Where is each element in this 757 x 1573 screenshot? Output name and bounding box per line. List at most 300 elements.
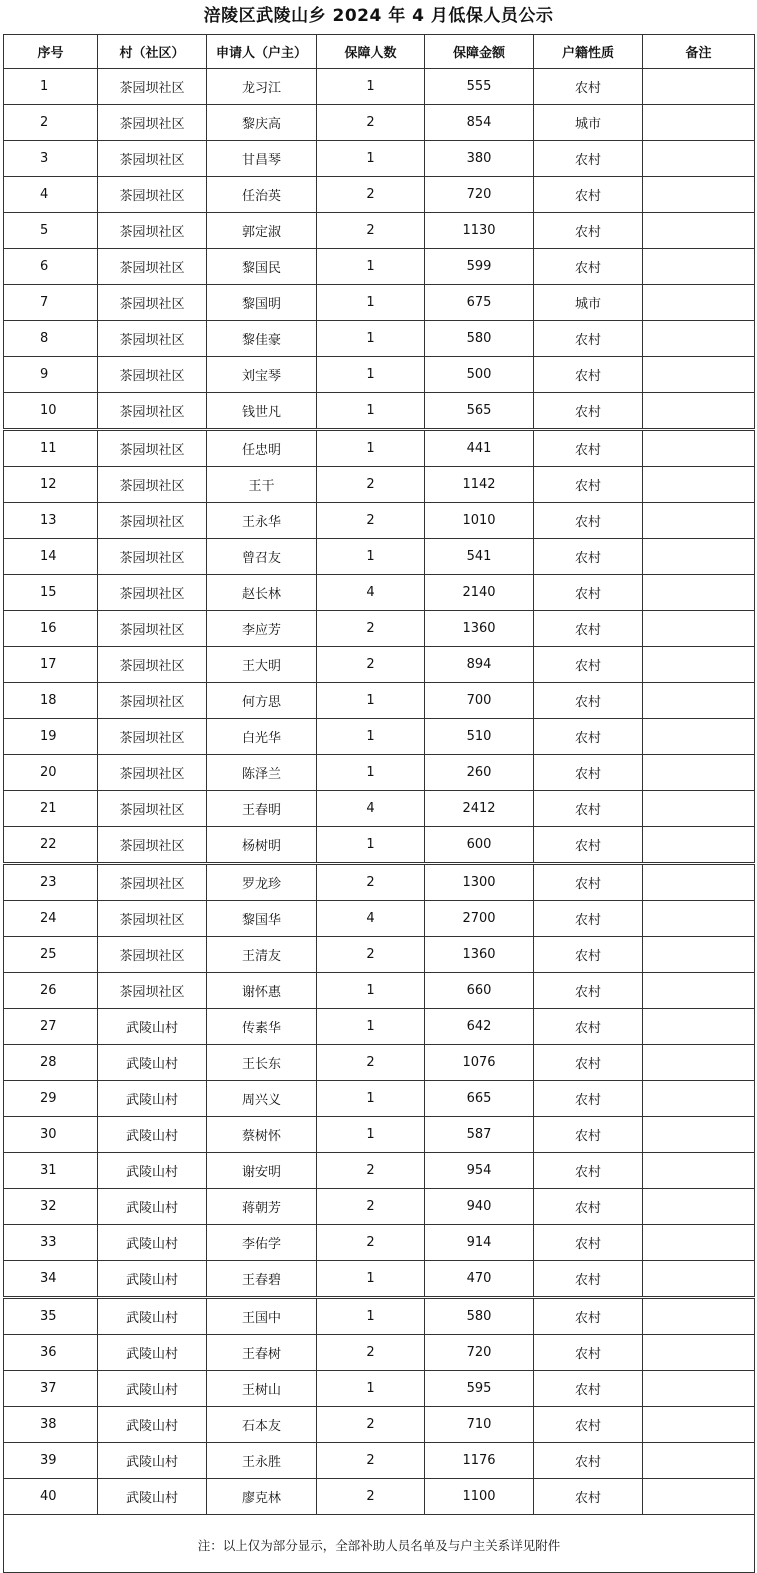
cell-no: 10: [4, 393, 98, 430]
cell-village: 茶园坝社区: [98, 503, 207, 539]
table-row: [4, 285, 755, 321]
cell-remark: [643, 575, 755, 611]
cell-applicant: 廖克林: [207, 1479, 317, 1515]
table-row: [4, 249, 755, 285]
cell-amount: 894: [425, 647, 534, 683]
cell-remark: [643, 357, 755, 393]
cell-no: 12: [4, 467, 98, 503]
cell-amount: 2700: [425, 901, 534, 937]
cell-amount: 940: [425, 1189, 534, 1225]
cell-amount: 2412: [425, 791, 534, 827]
cell-amount: 665: [425, 1081, 534, 1117]
cell-no: 36: [4, 1335, 98, 1371]
cell-persons: 2: [317, 1189, 425, 1225]
cell-applicant: 甘昌琴: [207, 141, 317, 177]
cell-village: 武陵山村: [98, 1371, 207, 1407]
cell-applicant: 周兴义: [207, 1081, 317, 1117]
cell-applicant: 王树山: [207, 1371, 317, 1407]
cell-village: 茶园坝社区: [98, 755, 207, 791]
cell-village: 茶园坝社区: [98, 177, 207, 213]
cell-village: 茶园坝社区: [98, 719, 207, 755]
cell-persons: 2: [317, 1045, 425, 1081]
cell-amount: 710: [425, 1407, 534, 1443]
cell-applicant: 黎佳豪: [207, 321, 317, 357]
cell-applicant: 王长东: [207, 1045, 317, 1081]
cell-applicant: 陈泽兰: [207, 755, 317, 791]
table-row: [4, 69, 755, 105]
cell-applicant: 李佑学: [207, 1225, 317, 1261]
cell-persons: 2: [317, 467, 425, 503]
cell-village: 武陵山村: [98, 1081, 207, 1117]
table-row: [4, 1407, 755, 1443]
cell-applicant: 王永胜: [207, 1443, 317, 1479]
cell-no: 27: [4, 1009, 98, 1045]
cell-remark: [643, 683, 755, 719]
header-row: [4, 35, 755, 69]
cell-amount: 1010: [425, 503, 534, 539]
cell-household: 农村: [534, 1225, 643, 1261]
cell-amount: 954: [425, 1153, 534, 1189]
cell-no: 1: [4, 69, 98, 105]
page-title: 涪陵区武陵山乡 2024 年 4 月低保人员公示: [203, 6, 554, 26]
cell-applicant: 刘宝琴: [207, 357, 317, 393]
cell-village: 茶园坝社区: [98, 864, 207, 901]
table-row: [4, 1189, 755, 1225]
cell-village: 武陵山村: [98, 1335, 207, 1371]
cell-household: 农村: [534, 973, 643, 1009]
cell-persons: 2: [317, 1443, 425, 1479]
cell-applicant: 石本友: [207, 1407, 317, 1443]
cell-no: 9: [4, 357, 98, 393]
cell-applicant: 蒋朝芳: [207, 1189, 317, 1225]
cell-amount: 720: [425, 1335, 534, 1371]
header-amount: 保障金额: [425, 35, 534, 69]
cell-remark: [643, 141, 755, 177]
cell-household: 农村: [534, 647, 643, 683]
header-remark: 备注: [643, 35, 755, 69]
cell-persons: 1: [317, 1081, 425, 1117]
footnote: 注：以上仅为部分显示，全部补助人员名单及与户主关系详见附件: [4, 1515, 755, 1573]
cell-applicant: 王干: [207, 467, 317, 503]
cell-remark: [643, 285, 755, 321]
cell-applicant: 何方思: [207, 683, 317, 719]
cell-no: 2: [4, 105, 98, 141]
cell-no: 34: [4, 1261, 98, 1298]
cell-persons: 2: [317, 1407, 425, 1443]
cell-applicant: 王春明: [207, 791, 317, 827]
cell-remark: [643, 937, 755, 973]
cell-applicant: 王国中: [207, 1298, 317, 1335]
cell-village: 茶园坝社区: [98, 539, 207, 575]
cell-household: 农村: [534, 1117, 643, 1153]
cell-persons: 1: [317, 321, 425, 357]
cell-amount: 510: [425, 719, 534, 755]
cell-village: 茶园坝社区: [98, 213, 207, 249]
cell-remark: [643, 503, 755, 539]
cell-persons: 1: [317, 1117, 425, 1153]
cell-applicant: 传素华: [207, 1009, 317, 1045]
cell-no: 22: [4, 827, 98, 864]
cell-no: 23: [4, 864, 98, 901]
cell-amount: 854: [425, 105, 534, 141]
cell-persons: 1: [317, 1298, 425, 1335]
cell-applicant: 任忠明: [207, 430, 317, 467]
cell-village: 茶园坝社区: [98, 430, 207, 467]
cell-amount: 595: [425, 1371, 534, 1407]
cell-remark: [643, 1443, 755, 1479]
cell-no: 33: [4, 1225, 98, 1261]
cell-amount: 1100: [425, 1479, 534, 1515]
cell-amount: 600: [425, 827, 534, 864]
cell-village: 武陵山村: [98, 1298, 207, 1335]
cell-village: 武陵山村: [98, 1225, 207, 1261]
cell-applicant: 王永华: [207, 503, 317, 539]
cell-remark: [643, 249, 755, 285]
cell-no: 40: [4, 1479, 98, 1515]
cell-amount: 1360: [425, 937, 534, 973]
header-no: 序号: [4, 35, 98, 69]
cell-applicant: 黎国明: [207, 285, 317, 321]
table-row: [4, 177, 755, 213]
cell-village: 茶园坝社区: [98, 69, 207, 105]
cell-no: 38: [4, 1407, 98, 1443]
cell-persons: 2: [317, 1225, 425, 1261]
cell-persons: 1: [317, 285, 425, 321]
cell-applicant: 黎国民: [207, 249, 317, 285]
cell-no: 37: [4, 1371, 98, 1407]
cell-household: 农村: [534, 1009, 643, 1045]
cell-remark: [643, 973, 755, 1009]
cell-village: 武陵山村: [98, 1153, 207, 1189]
cell-amount: 500: [425, 357, 534, 393]
cell-no: 13: [4, 503, 98, 539]
cell-remark: [643, 719, 755, 755]
cell-applicant: 黎庆高: [207, 105, 317, 141]
cell-applicant: 王大明: [207, 647, 317, 683]
cell-no: 11: [4, 430, 98, 467]
cell-household: 农村: [534, 467, 643, 503]
cell-village: 武陵山村: [98, 1009, 207, 1045]
cell-household: 农村: [534, 719, 643, 755]
cell-no: 25: [4, 937, 98, 973]
table-row: [4, 647, 755, 683]
cell-applicant: 谢安明: [207, 1153, 317, 1189]
table-row: [4, 141, 755, 177]
cell-amount: 599: [425, 249, 534, 285]
table-row: [4, 1261, 755, 1298]
cell-amount: 642: [425, 1009, 534, 1045]
table-row: [4, 1371, 755, 1407]
table-row: [4, 683, 755, 719]
cell-remark: [643, 864, 755, 901]
table-row: [4, 1298, 755, 1335]
cell-applicant: 龙习江: [207, 69, 317, 105]
cell-no: 14: [4, 539, 98, 575]
cell-remark: [643, 791, 755, 827]
cell-household: 农村: [534, 1081, 643, 1117]
cell-household: 农村: [534, 1189, 643, 1225]
cell-persons: 2: [317, 1153, 425, 1189]
cell-village: 茶园坝社区: [98, 901, 207, 937]
cell-household: 农村: [534, 1371, 643, 1407]
header-household: 户籍性质: [534, 35, 643, 69]
cell-village: 茶园坝社区: [98, 791, 207, 827]
cell-remark: [643, 827, 755, 864]
cell-no: 24: [4, 901, 98, 937]
cell-remark: [643, 1407, 755, 1443]
cell-household: 农村: [534, 539, 643, 575]
cell-remark: [643, 430, 755, 467]
cell-no: 30: [4, 1117, 98, 1153]
cell-household: 农村: [534, 575, 643, 611]
cell-no: 39: [4, 1443, 98, 1479]
cell-household: 农村: [534, 791, 643, 827]
cell-no: 7: [4, 285, 98, 321]
table-row: [4, 539, 755, 575]
table-row: [4, 503, 755, 539]
cell-amount: 1360: [425, 611, 534, 647]
cell-village: 茶园坝社区: [98, 937, 207, 973]
cell-village: 武陵山村: [98, 1117, 207, 1153]
cell-amount: 660: [425, 973, 534, 1009]
cell-household: 农村: [534, 937, 643, 973]
table-row: [4, 1153, 755, 1189]
cell-no: 5: [4, 213, 98, 249]
cell-village: 茶园坝社区: [98, 611, 207, 647]
cell-household: 农村: [534, 1407, 643, 1443]
cell-village: 武陵山村: [98, 1479, 207, 1515]
cell-remark: [643, 1298, 755, 1335]
table-row: [4, 1335, 755, 1371]
cell-applicant: 谢怀惠: [207, 973, 317, 1009]
cell-applicant: 王清友: [207, 937, 317, 973]
cell-applicant: 赵长林: [207, 575, 317, 611]
cell-household: 农村: [534, 393, 643, 430]
cell-village: 茶园坝社区: [98, 249, 207, 285]
cell-remark: [643, 1335, 755, 1371]
cell-remark: [643, 69, 755, 105]
cell-amount: 720: [425, 177, 534, 213]
cell-household: 农村: [534, 1153, 643, 1189]
cell-applicant: 蔡树怀: [207, 1117, 317, 1153]
table-row: [4, 973, 755, 1009]
cell-village: 武陵山村: [98, 1045, 207, 1081]
table-row: [4, 719, 755, 755]
cell-amount: 555: [425, 69, 534, 105]
cell-village: 茶园坝社区: [98, 647, 207, 683]
cell-household: 农村: [534, 1443, 643, 1479]
cell-applicant: 罗龙珍: [207, 864, 317, 901]
cell-household: 农村: [534, 755, 643, 791]
cell-amount: 580: [425, 321, 534, 357]
table-row: [4, 1081, 755, 1117]
cell-amount: 541: [425, 539, 534, 575]
cell-household: 农村: [534, 864, 643, 901]
table-row: [4, 467, 755, 503]
cell-remark: [643, 647, 755, 683]
cell-no: 3: [4, 141, 98, 177]
cell-household: 农村: [534, 213, 643, 249]
cell-persons: 2: [317, 864, 425, 901]
cell-persons: 1: [317, 683, 425, 719]
cell-applicant: 任治英: [207, 177, 317, 213]
cell-persons: 1: [317, 430, 425, 467]
cell-village: 茶园坝社区: [98, 285, 207, 321]
cell-amount: 1130: [425, 213, 534, 249]
cell-remark: [643, 539, 755, 575]
cell-household: 农村: [534, 1045, 643, 1081]
cell-no: 6: [4, 249, 98, 285]
cell-household: 农村: [534, 1335, 643, 1371]
cell-household: 农村: [534, 901, 643, 937]
table-row: [4, 1225, 755, 1261]
cell-no: 26: [4, 973, 98, 1009]
cell-household: 农村: [534, 611, 643, 647]
footnote-row: [4, 1515, 755, 1573]
cell-remark: [643, 1009, 755, 1045]
cell-household: 农村: [534, 177, 643, 213]
cell-applicant: 李应芳: [207, 611, 317, 647]
cell-persons: 1: [317, 1261, 425, 1298]
cell-household: 农村: [534, 1261, 643, 1298]
cell-village: 茶园坝社区: [98, 105, 207, 141]
cell-remark: [643, 1189, 755, 1225]
cell-persons: 1: [317, 755, 425, 791]
cell-applicant: 杨树明: [207, 827, 317, 864]
cell-no: 35: [4, 1298, 98, 1335]
cell-persons: 1: [317, 1371, 425, 1407]
cell-amount: 1142: [425, 467, 534, 503]
cell-household: 城市: [534, 105, 643, 141]
cell-remark: [643, 393, 755, 430]
cell-remark: [643, 213, 755, 249]
cell-household: 农村: [534, 69, 643, 105]
cell-amount: 1176: [425, 1443, 534, 1479]
table-row: [4, 430, 755, 467]
cell-remark: [643, 105, 755, 141]
cell-no: 18: [4, 683, 98, 719]
cell-persons: 1: [317, 141, 425, 177]
cell-no: 19: [4, 719, 98, 755]
table-row: [4, 827, 755, 864]
table-row: [4, 1009, 755, 1045]
table-row: [4, 575, 755, 611]
cell-persons: 1: [317, 357, 425, 393]
cell-household: 城市: [534, 285, 643, 321]
cell-household: 农村: [534, 430, 643, 467]
cell-persons: 1: [317, 69, 425, 105]
table-row: [4, 213, 755, 249]
cell-persons: 2: [317, 611, 425, 647]
cell-household: 农村: [534, 357, 643, 393]
cell-amount: 260: [425, 755, 534, 791]
cell-persons: 1: [317, 973, 425, 1009]
cell-village: 茶园坝社区: [98, 321, 207, 357]
cell-household: 农村: [534, 141, 643, 177]
cell-persons: 2: [317, 1335, 425, 1371]
table-row: [4, 1117, 755, 1153]
cell-village: 茶园坝社区: [98, 575, 207, 611]
cell-applicant: 曾召友: [207, 539, 317, 575]
cell-village: 茶园坝社区: [98, 141, 207, 177]
cell-household: 农村: [534, 503, 643, 539]
cell-persons: 1: [317, 249, 425, 285]
header-village: 村（社区）: [98, 35, 207, 69]
cell-remark: [643, 1045, 755, 1081]
cell-persons: 2: [317, 213, 425, 249]
cell-household: 农村: [534, 1298, 643, 1335]
cell-no: 21: [4, 791, 98, 827]
cell-persons: 2: [317, 647, 425, 683]
cell-remark: [643, 1117, 755, 1153]
cell-no: 16: [4, 611, 98, 647]
header-applicant: 申请人（户主）: [207, 35, 317, 69]
cell-household: 农村: [534, 827, 643, 864]
cell-village: 茶园坝社区: [98, 973, 207, 1009]
cell-applicant: 郭定淑: [207, 213, 317, 249]
cell-village: 武陵山村: [98, 1407, 207, 1443]
cell-persons: 2: [317, 105, 425, 141]
cell-remark: [643, 1479, 755, 1515]
cell-remark: [643, 901, 755, 937]
cell-persons: 1: [317, 1009, 425, 1045]
cell-applicant: 王春树: [207, 1335, 317, 1371]
cell-persons: 2: [317, 937, 425, 973]
cell-persons: 4: [317, 575, 425, 611]
cell-amount: 1300: [425, 864, 534, 901]
cell-no: 15: [4, 575, 98, 611]
assistance-table: [3, 34, 755, 1573]
cell-remark: [643, 467, 755, 503]
cell-remark: [643, 1153, 755, 1189]
cell-no: 17: [4, 647, 98, 683]
cell-amount: 700: [425, 683, 534, 719]
table-row: [4, 937, 755, 973]
table-row: [4, 105, 755, 141]
cell-remark: [643, 1371, 755, 1407]
cell-remark: [643, 611, 755, 647]
cell-amount: 587: [425, 1117, 534, 1153]
cell-no: 8: [4, 321, 98, 357]
cell-no: 31: [4, 1153, 98, 1189]
table-row: [4, 791, 755, 827]
cell-amount: 580: [425, 1298, 534, 1335]
cell-remark: [643, 321, 755, 357]
cell-remark: [643, 177, 755, 213]
cell-no: 29: [4, 1081, 98, 1117]
cell-remark: [643, 1081, 755, 1117]
cell-no: 28: [4, 1045, 98, 1081]
table-row: [4, 321, 755, 357]
cell-persons: 2: [317, 503, 425, 539]
cell-persons: 1: [317, 719, 425, 755]
cell-persons: 4: [317, 901, 425, 937]
cell-village: 茶园坝社区: [98, 357, 207, 393]
cell-household: 农村: [534, 249, 643, 285]
cell-applicant: 钱世凡: [207, 393, 317, 430]
cell-village: 茶园坝社区: [98, 683, 207, 719]
cell-village: 武陵山村: [98, 1443, 207, 1479]
table-row: [4, 1443, 755, 1479]
cell-village: 茶园坝社区: [98, 827, 207, 864]
cell-remark: [643, 755, 755, 791]
table-row: [4, 357, 755, 393]
table-row: [4, 1479, 755, 1515]
cell-household: 农村: [534, 321, 643, 357]
table-row: [4, 1045, 755, 1081]
table-row: [4, 864, 755, 901]
cell-amount: 675: [425, 285, 534, 321]
